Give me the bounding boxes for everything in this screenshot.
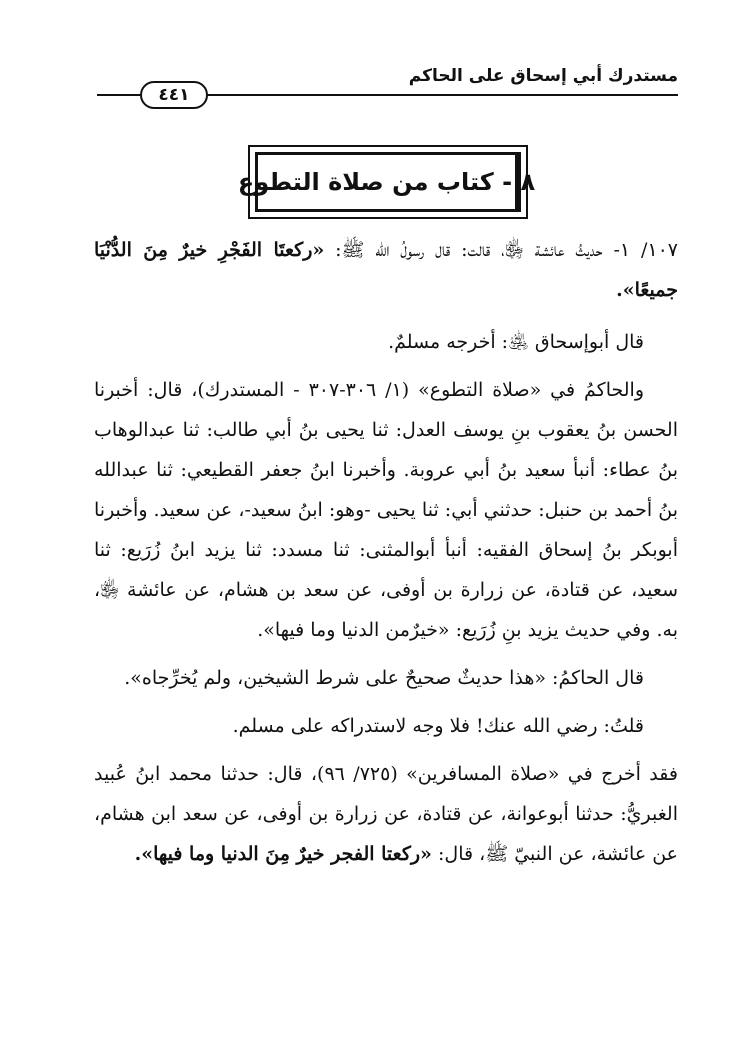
chapter-title: ٨ - كتاب من صلاة التطوع xyxy=(237,168,536,196)
chapter-heading-box xyxy=(237,145,536,219)
muslim-source-paragraph xyxy=(94,754,678,874)
chapter-frame-inner xyxy=(237,152,536,212)
verdict-paragraph: قال أبوإسحاق ﵁: أخرجه مسلمٌ. xyxy=(388,331,644,353)
commentary-paragraph: قلتُ: رضي الله عنك! فلا وجه لاستدراكه على مسلم. xyxy=(232,715,644,737)
muslim-source-quote: «ركعتا الفجر خيرٌ مِنَ الدنيا وما فيها». xyxy=(134,843,432,865)
hadith-quote: «ركعتَا الفَجْرِ خيرٌ مِنَ الدُّنْيَا جميعًا». xyxy=(94,239,678,301)
hadith-intro: ١٠٧/ ١- حديثُ عائشة ﵂، قالت: قال رسولُ الله ﷺ: xyxy=(335,239,678,261)
body-text xyxy=(94,230,678,882)
running-title: مستدرك أبي إسحاق على الحاكم xyxy=(408,66,678,86)
hadith-paragraph xyxy=(94,230,678,310)
page-number: ٤٤١ xyxy=(140,81,208,109)
isnad-paragraph: والحاكمُ في «صلاة التطوع» (١/ ٣٠٦-٣٠٧ - المستدرك)، قال: أخبرنا الحسن بنُ يعقوب بنِ يوسف العدل: ثنا يحيى بنُ أبي طالب: ثنا عبدالوهاب بنُ عطاء: أنبأ سعيد بنُ أبي عروبة. وأخبرنا ابنُ جعفر القطيعي: ثنا عبدالله بنُ أحمد بن حنبل: حدثني أبي: ثنا يحيى -وهو: ابنُ سعيد-، عن سعيد. وأخبرنا أبوبكر بنُ إسحاق الفقيه: أنبأ أبوالمثنى: ثنا مسدد: ثنا يزيد ابنُ زُرَيع: ثنا سعيد، عن قتادة، عن زرارة بن أوفى، عن سعد بن هشام، عن عائشة ﵂، به. وفي حديث يزيد بنِ زُرَيع: «خيرٌمن الدنيا وما فيها». xyxy=(94,379,678,641)
hakim-ruling-paragraph: قال الحاكمُ: «هذا حديثٌ صحيحٌ على شرط الشيخين، ولم يُخرِّجاه». xyxy=(124,667,644,689)
muslim-source-text: فقد أخرج في «صلاة المسافرين» (٧٢٥/ ٩٦)، قال: حدثنا محمد ابنُ عُبيد الغبريُّ: حدثنا أبوعوانة، عن قتادة، عن زرارة بن أوفى، عن سعد ابن هشام، عن عائشة، عن النبيّ ﷺ، قال: xyxy=(94,763,678,865)
